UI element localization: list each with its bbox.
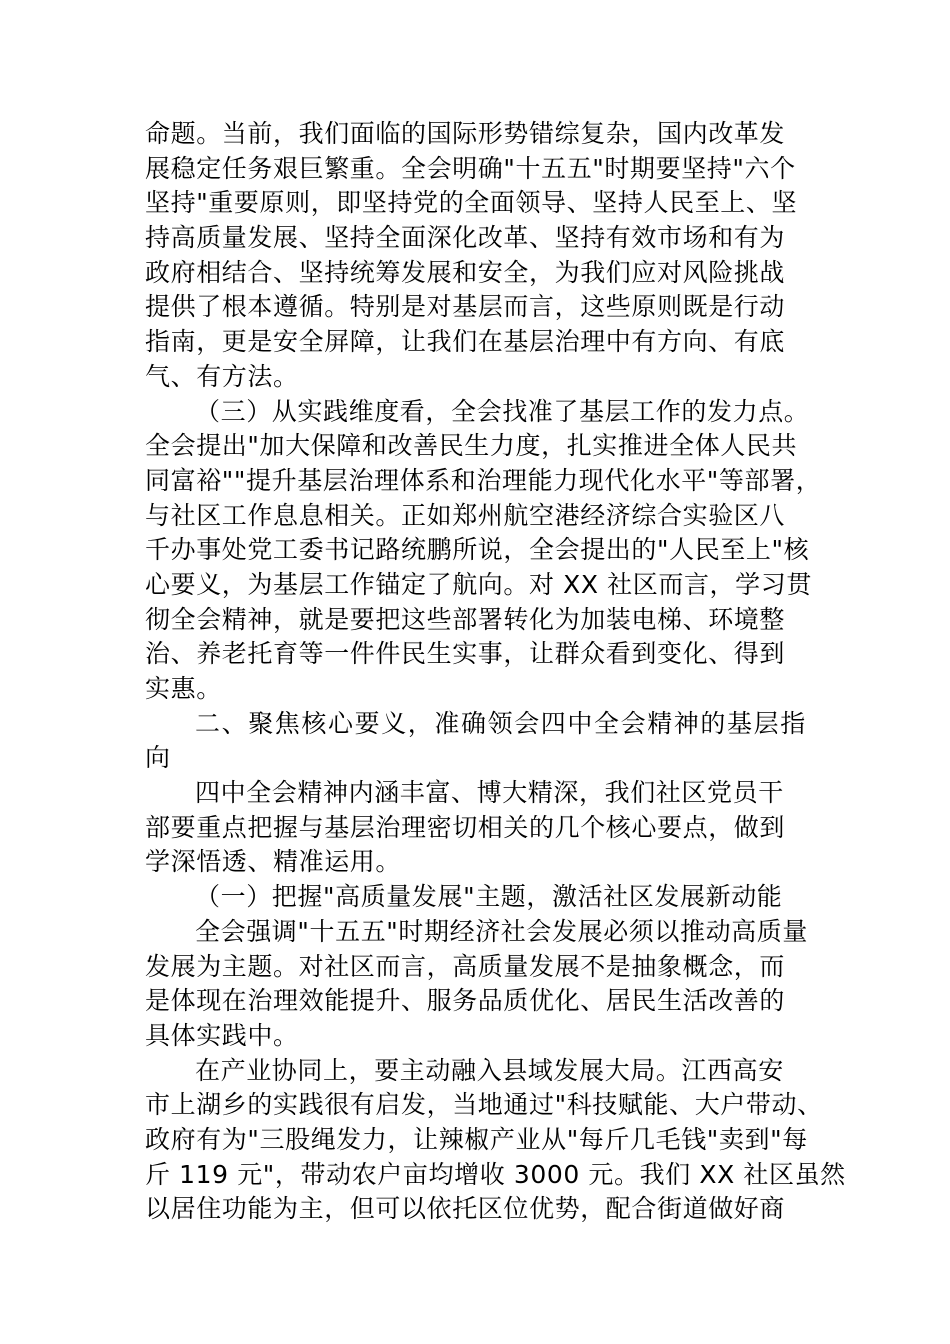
text-line: 以居住功能为主，但可以依托区位优势，配合街道做好商 — [145, 1194, 786, 1224]
paragraph-core-points — [145, 776, 810, 880]
text-line: 与社区工作息息相关。正如郑州航空港经济综合实验区八 — [145, 500, 786, 530]
document-body — [145, 117, 846, 1227]
text-line: 政府有为"三股绳发力，让辣椒产业从"每斤几毛钱"卖到"每 — [145, 1124, 808, 1154]
heading-line: 二、聚焦核心要义，准确领会四中全会精神的基层指 — [195, 708, 807, 738]
subsection-heading — [145, 880, 810, 915]
text-line: （三）从实践维度看，全会找准了基层工作的发力点。 — [195, 396, 810, 426]
heading-line: 向 — [145, 743, 172, 773]
section-heading — [145, 707, 810, 776]
text-line: 气、有方法。 — [145, 361, 299, 391]
text-line: 治、养老托育等一件件民生实事，让群众看到变化、得到 — [145, 639, 786, 669]
text-line: 持高质量发展、坚持全面深化改革、坚持有效市场和有为 — [145, 223, 786, 253]
paragraph-industry-coordination — [145, 1054, 846, 1227]
text-line: 是体现在治理效能提升、服务品质优化、居民生活改善的 — [145, 986, 786, 1016]
text-line: 在产业协同上，要主动融入县域发展大局。江西高安 — [195, 1055, 784, 1085]
paragraph-risk-principles — [145, 117, 810, 395]
text-line: 全会强调"十五五"时期经济社会发展必须以推动高质量 — [195, 916, 808, 946]
text-line: 提供了根本遵循。特别是对基层而言，这些原则既是行动 — [145, 292, 786, 322]
text-line: 发展为主题。对社区而言，高质量发展不是抽象概念，而 — [145, 951, 786, 981]
text-line: 同富裕""提升基层治理体系和治理能力现代化水平"等部署， — [145, 465, 822, 495]
text-line: 展稳定任务艰巨繁重。全会明确"十五五"时期要坚持"六个 — [145, 153, 796, 183]
paragraph-high-quality-development — [145, 915, 810, 1054]
text-line: 指南，更是安全屏障，让我们在基层治理中有方向、有底 — [145, 327, 786, 357]
text-line: 四中全会精神内涵丰富、博大精深，我们社区党员干 — [195, 778, 784, 808]
text-line: 坚持"重要原则，即坚持党的全面领导、坚持人民至上、坚 — [145, 188, 798, 218]
text-line: 实惠。 — [145, 674, 222, 703]
text-line: 学深悟透、精准运用。 — [145, 847, 402, 877]
text-line: 市上湖乡的实践很有启发，当地通过"科技赋能、大户带动、 — [145, 1090, 823, 1120]
paragraph-practice-dimension — [145, 395, 822, 707]
text-line: 彻全会精神，就是要把这些部署转化为加装电梯、环境整 — [145, 604, 786, 634]
text-line: 具体实践中。 — [145, 1020, 299, 1050]
text-line: 斤 119 元"，带动农户亩均增收 3000 元。我们 XX 社区虽然 — [145, 1159, 846, 1189]
text-line: 政府相结合、坚持统筹发展和安全，为我们应对风险挑战 — [145, 257, 786, 287]
text-line: 部要重点把握与基层治理密切相关的几个核心要点，做到 — [145, 812, 786, 842]
subheading-line: （一）把握"高质量发展"主题，激活社区发展新动能 — [195, 882, 783, 912]
text-line: 心要义，为基层工作锚定了航向。对 XX 社区而言，学习贯 — [145, 569, 812, 599]
text-line: 命题。当前，我们面临的国际形势错综复杂，国内改革发 — [145, 119, 786, 148]
text-line: 千办事处党工委书记路统鹏所说，全会提出的"人民至上"核 — [145, 535, 810, 565]
text-line: 全会提出"加大保障和改善民生力度，扎实推进全体人民共 — [145, 431, 798, 461]
